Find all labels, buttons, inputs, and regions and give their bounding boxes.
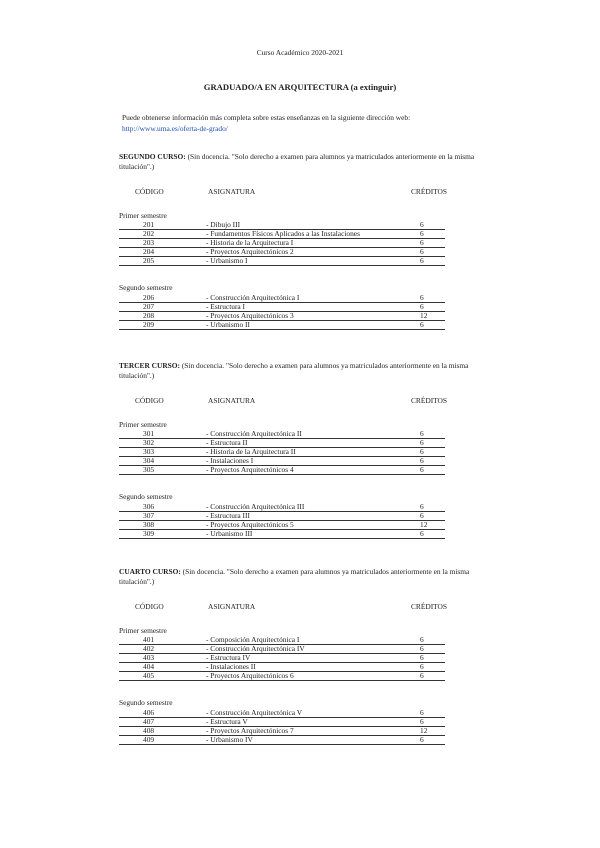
subject-credits: 6 <box>420 502 424 511</box>
subject-code: 406 <box>143 708 155 717</box>
subject-code: 206 <box>143 293 155 302</box>
subject-code: 409 <box>143 735 155 744</box>
subject-credits: 6 <box>420 302 424 311</box>
column-header-code: CÓDIGO <box>135 187 164 196</box>
subject-credits: 12 <box>420 726 428 735</box>
subject-code: 208 <box>143 311 155 320</box>
column-header-subject: ASIGNATURA <box>208 187 256 196</box>
table-row <box>119 735 445 745</box>
subject-name: - Proyectos Arquitectónicos 2 <box>206 247 294 256</box>
subject-credits: 6 <box>420 635 424 644</box>
subject-credits: 6 <box>420 662 424 671</box>
subject-name: - Composición Arquitectónica I <box>206 635 300 644</box>
subject-code: 405 <box>143 671 155 680</box>
subject-name: - Construcción Arquitectónica III <box>206 502 305 511</box>
semester-label: Segundo semestre <box>119 698 173 707</box>
subject-credits: 6 <box>420 238 424 247</box>
subject-credits: 6 <box>420 320 424 329</box>
subject-name: - Proyectos Arquitectónicos 4 <box>206 465 294 474</box>
course-heading <box>119 152 489 172</box>
info-link[interactable]: http://www.uma.es/oferta-de-grado/ <box>122 124 228 133</box>
subject-code: 309 <box>143 529 155 538</box>
subject-code: 401 <box>143 635 155 644</box>
subject-credits: 6 <box>420 438 424 447</box>
subject-code: 205 <box>143 256 155 265</box>
subject-name: - Instalaciones II <box>206 662 256 671</box>
table-row <box>119 320 445 330</box>
page-title: GRADUADO/A EN ARQUITECTURA (a extinguir) <box>203 82 397 92</box>
subject-code: 404 <box>143 662 155 671</box>
subject-name: - Estructura I <box>206 302 245 311</box>
subject-name: - Construcción Arquitectónica II <box>206 429 302 438</box>
subject-credits: 6 <box>420 247 424 256</box>
subject-code: 202 <box>143 229 155 238</box>
subject-code: 304 <box>143 456 155 465</box>
subject-credits: 6 <box>420 456 424 465</box>
subject-code: 408 <box>143 726 155 735</box>
subject-name: - Proyectos Arquitectónicos 3 <box>206 311 294 320</box>
column-header-credits: CRÉDITOS <box>411 396 448 405</box>
table-row <box>119 671 445 681</box>
subject-credits: 6 <box>420 529 424 538</box>
subject-credits: 6 <box>420 465 424 474</box>
intro-text: Puede obtenerse información más completa sobre estas enseñanzas en la siguiente dirección web: <box>122 113 411 122</box>
subject-credits: 6 <box>420 671 424 680</box>
subject-code: 302 <box>143 438 155 447</box>
subject-name: - Urbanismo I <box>206 256 248 265</box>
column-header-credits: CRÉDITOS <box>411 602 448 611</box>
subject-code: 403 <box>143 653 155 662</box>
subject-credits: 6 <box>420 511 424 520</box>
course-heading <box>119 567 489 587</box>
semester-label: Segundo semestre <box>119 492 173 501</box>
subject-code: 303 <box>143 447 155 456</box>
subject-credits: 6 <box>420 644 424 653</box>
course-note: (Sin docencia. "Solo derecho a examen para alumnos ya matriculados anteriormente en la misma titulación".) <box>119 152 475 171</box>
semester-label: Primer semestre <box>119 626 167 635</box>
subject-credits: 6 <box>420 735 424 744</box>
subject-code: 305 <box>143 465 155 474</box>
subject-code: 201 <box>143 220 155 229</box>
subject-code: 407 <box>143 717 155 726</box>
column-header-subject: ASIGNATURA <box>208 396 256 405</box>
subject-credits: 6 <box>420 220 424 229</box>
subject-name: - Urbanismo II <box>206 320 250 329</box>
subject-name: - Proyectos Arquitectónicos 5 <box>206 520 294 529</box>
subject-name: - Estructura IV <box>206 653 251 662</box>
table-row <box>119 465 445 475</box>
subject-code: 207 <box>143 302 155 311</box>
table-row <box>119 256 445 266</box>
subject-code: 209 <box>143 320 155 329</box>
subject-credits: 6 <box>420 447 424 456</box>
subject-credits: 6 <box>420 708 424 717</box>
subject-name: - Proyectos Arquitectónicos 7 <box>206 726 294 735</box>
course-note: (Sin docencia. "Solo derecho a examen para alumnos ya matriculados anteriormente en la misma titulación".) <box>119 361 469 380</box>
subject-name: - Instalaciones I <box>206 456 254 465</box>
course-note: (Sin docencia. "Solo derecho a examen para alumnos ya matriculados anteriormente en la misma titulación".) <box>119 567 470 586</box>
subject-code: 203 <box>143 238 155 247</box>
subject-name: - Dibujo III <box>206 220 241 229</box>
course-title: TERCER CURSO: <box>119 361 180 370</box>
academic-year-header: Curso Académico 2020-2021 <box>256 48 344 57</box>
subject-name: - Construcción Arquitectónica IV <box>206 644 305 653</box>
table-row <box>119 529 445 539</box>
semester-label: Segundo semestre <box>119 283 173 292</box>
column-header-credits: CRÉDITOS <box>411 187 448 196</box>
subject-code: 306 <box>143 502 155 511</box>
subject-name: - Urbanismo III <box>206 529 253 538</box>
subject-credits: 6 <box>420 256 424 265</box>
subject-name: - Historia de la Arquitectura II <box>206 447 296 456</box>
subject-credits: 6 <box>420 653 424 662</box>
subject-name: - Construcción Arquitectónica V <box>206 708 303 717</box>
column-header-subject: ASIGNATURA <box>208 602 256 611</box>
subject-name: - Estructura III <box>206 511 250 520</box>
subject-code: 308 <box>143 520 155 529</box>
subject-name: - Estructura V <box>206 717 248 726</box>
subject-credits: 6 <box>420 229 424 238</box>
subject-code: 402 <box>143 644 155 653</box>
subject-code: 301 <box>143 429 155 438</box>
subject-name: - Urbanismo IV <box>206 735 253 744</box>
course-heading <box>119 361 489 381</box>
subject-name: - Construcción Arquitectónica I <box>206 293 300 302</box>
subject-code: 307 <box>143 511 155 520</box>
column-header-code: CÓDIGO <box>135 602 164 611</box>
subject-credits: 12 <box>420 311 428 320</box>
course-title: SEGUNDO CURSO: <box>119 152 186 161</box>
subject-name: - Estructura II <box>206 438 248 447</box>
subject-code: 204 <box>143 247 155 256</box>
subject-name: - Historia de la Arquitectura I <box>206 238 294 247</box>
subject-credits: 6 <box>420 717 424 726</box>
semester-label: Primer semestre <box>119 211 167 220</box>
semester-label: Primer semestre <box>119 420 167 429</box>
subject-credits: 6 <box>420 429 424 438</box>
subject-credits: 12 <box>420 520 428 529</box>
column-header-code: CÓDIGO <box>135 396 164 405</box>
subject-name: - Fundamentos Físicos Aplicados a las Instalaciones <box>206 229 360 238</box>
subject-name: - Proyectos Arquitectónicos 6 <box>206 671 294 680</box>
course-title: CUARTO CURSO: <box>119 567 181 576</box>
subject-credits: 6 <box>420 293 424 302</box>
